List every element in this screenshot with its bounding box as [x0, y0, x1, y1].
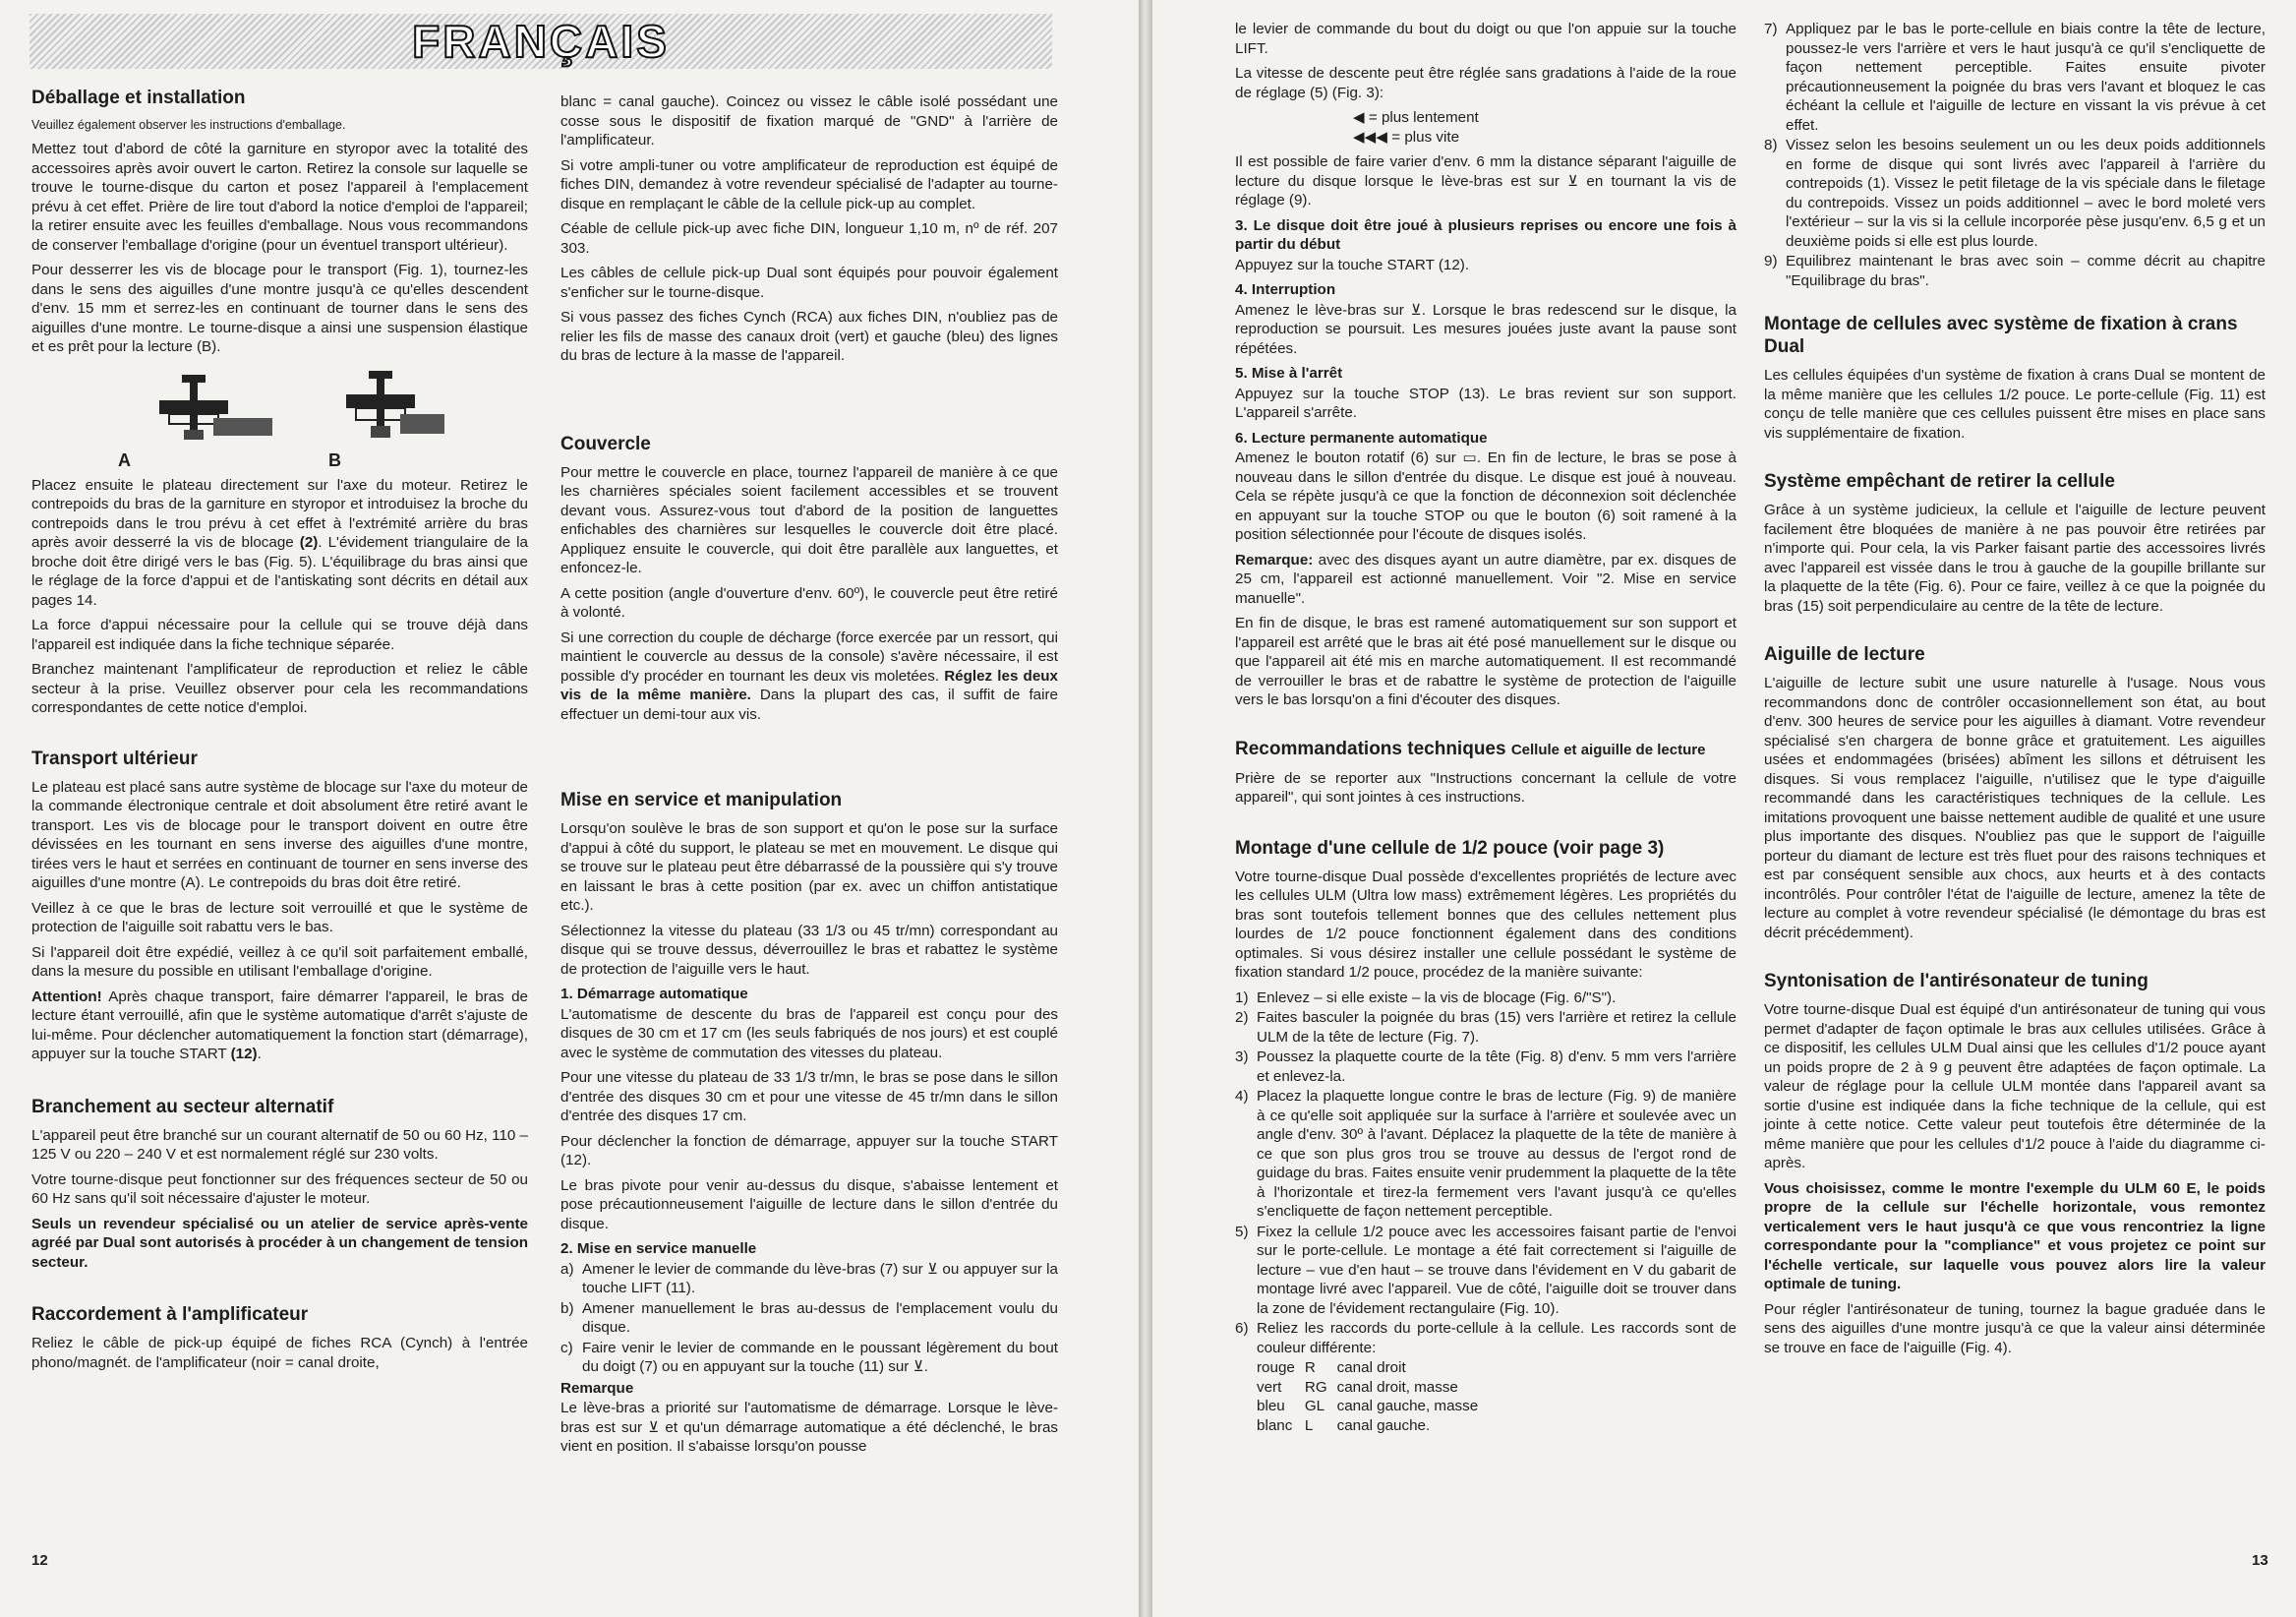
paragraph: Votre tourne-disque Dual possède d'excellentes propriétés de lecture avec les cellules ULM (Ultra low mass) extrêmement légères. Les propriétés du bras sont toutefois tellement bonnes que des cellules nettement plus lourdes de 1/2 pouce fonctionnent également dans des conditions optimales. Si vous désirez installer une cellule possédant le système de fixation standard 1/2 pouce, procédez de la manière suivante:	[1235, 868, 1737, 981]
paragraph: Placez ensuite le plateau directement sur l'axe du moteur. Retirez le contrepoids du bras de la garniture en styropor et introduisez la broche du contrepoids dans le trou prévu à cet effet à l'extrémité arrière du bras après avoir desserré la vis de blocage (2). L'évidement triangulaire de la broche doit être dirigé vers le bas (Fig. 5). L'équilibrage du bras ainsi que le réglage de la force d'appui et de l'antiskating sont décrits en détail aux pages 14.	[31, 476, 528, 609]
subheading: 6. Lecture permanente automatique	[1235, 429, 1488, 447]
page-number-right: 13	[2252, 1552, 2268, 1569]
heading-deballage: Déballage et installation	[31, 88, 246, 108]
heading-raccordement: Raccordement à l'amplificateur	[31, 1304, 309, 1325]
column-3	[1235, 20, 1737, 1435]
paragraph: Remarque: avec des disques ayant un autre diamètre, par ex. disques de 25 cm, l'appareil est actionné manuellement. Voir "2. Mise en service manuelle".	[1235, 551, 1737, 607]
paragraph: La force d'appui nécessaire pour la cellule qui se trouve déjà dans l'appareil est indiquée dans la fiche technique séparée.	[31, 617, 528, 653]
wire-code: GL	[1304, 1398, 1325, 1414]
list-item: c) Faire venir le levier de commande en le poussant légèrement du bout du doigt (7) ou en appuyant sur la touche (11) sur ⊻.	[560, 1339, 1058, 1375]
paragraph: Sélectionnez la vitesse du plateau (33 1/3 ou 45 tr/mn) correspondant au disque qui se trouve dessus, déverrouillez le bras et rabattez le système de protection de l'aiguille vers le haut.	[560, 922, 1058, 978]
paragraph: Si vous passez des fiches Cynch (RCA) aux fiches DIN, n'oubliez pas de relier les fils de masse des canaux droit (vert) et gauche (bleu) des lignes du bras de lecture à la masse de l'appareil.	[560, 309, 1058, 364]
paragraph: Le bras pivote pour venir au-dessus du disque, s'abaisse lentement et pose précautionneusement l'aiguille de lecture dans le sillon d'entrée du disque.	[560, 1176, 1058, 1232]
speed-slow: ◀ = plus lentement	[1353, 109, 1479, 126]
column-2	[560, 92, 1058, 1463]
right-page	[1152, 0, 2296, 1617]
heading-mise-en-service: Mise en service et manipulation	[560, 790, 843, 810]
column-1	[31, 87, 528, 1378]
heading-systeme-anti-vol: Système empêchant de retirer la cellule	[1764, 471, 2115, 492]
paragraph: Lorsqu'on soulève le bras de son support et qu'on le pose sur la surface d'appui à côté du support, le plateau se met en mouvement. Le disque qui se trouve sur le plateau peut être débarrassé de la poussière qui s'y trouve en laissant le bras à cette position (par ex. avec un chiffon antistatique etc.).	[560, 820, 1058, 914]
subheading: 2. Mise en service manuelle	[560, 1240, 757, 1257]
wire-color: rouge	[1257, 1359, 1295, 1376]
list-item: 1) Enlevez – si elle existe – la vis de blocage (Fig. 6/"S").	[1235, 988, 1617, 1006]
figure-transport-screws	[31, 363, 528, 476]
paragraph: Céable de cellule pick-up avec fiche DIN, longueur 1,10 m, nº de réf. 207 303.	[560, 220, 1058, 257]
paragraph: blanc = canal gauche). Coincez ou vissez le câble isolé possédant une cosse sous le dispositif de fixation marqué de "GND" à l'arrière de l'amplificateur.	[560, 93, 1058, 149]
paragraph: Les cellules équipées d'un système de fixation à crans Dual se montent de la même manière que les cellules 1/2 pouce. Le porte-cellule (Fig. 11) est conçu de telle manière que ces cellules puissent être mises en place sans vis supplémentaire de fixation.	[1764, 367, 2266, 442]
paragraph: Prière de se reporter aux "Instructions concernant la cellule de votre appareil", qui sont jointes à ces instructions.	[1235, 769, 1737, 806]
paragraph: L'appareil peut être branché sur un courant alternatif de 50 ou 60 Hz, 110 – 125 V ou 220 – 240 V et est normalement réglé sur 230 volts.	[31, 1126, 528, 1163]
heading-branchement: Branchement au secteur alternatif	[31, 1096, 334, 1117]
paragraph: Attention! Après chaque transport, faire démarrer l'appareil, le bras de lecture étant verrouillé, afin que le système automatique d'arrêt s'ajuste de lui-même. Pour déclencher automatiquement la fonction start (démarrage), appuyer sur la touche START (12).	[31, 988, 528, 1062]
paragraph: L'automatisme de descente du bras de l'appareil est conçu pour des disques de 30 cm et 17 cm (les seuls fabriqués de nos jours) et est couplé avec le système de commutation des vitesses du plateau.	[560, 1005, 1058, 1061]
paragraph: le levier de commande du bout du doigt ou que l'on appuie sur la touche LIFT.	[1235, 21, 1737, 57]
wire-row	[1257, 1378, 1488, 1398]
subheading: 3. Le disque doit être joué à plusieurs reprises ou encore une fois à partir du début	[1235, 216, 1737, 253]
paragraph: Pour desserrer les vis de blocage pour le transport (Fig. 1), tournez-les dans le sens des aiguilles d'une montre jusqu'à ce qu'elles descendent d'env. 15 mm et serrez-les en continuant de tourner dans le sens des aiguilles d'une montre. Le tourne-disque a ainsi une suspension élastique et es prêt pour la lecture (B).	[31, 262, 528, 355]
list-item: b) Amener manuellement le bras au-dessus de l'emplacement voulu du disque.	[560, 1299, 1058, 1336]
packing-note: Veuillez également observer les instructions d'emballage.	[31, 118, 346, 132]
paragraph: Votre tourne-disque Dual est équipé d'un antirésonateur de tuning qui vous permet d'adapter de façon optimale le bras aux cellules utilisées. Grâce à ce dispositif, les cellules ULM Dual ainsi que les cellules d'1/2 pouce ayant un poids propre de 2 à 9 g peuvent être adaptées de façon optimale. La valeur de réglage pour la cellule ULM montée dans l'appareil avant sa sortie d'usine est indiquée dans la fiche technique de la cellule, qui est jointe à cette notice. Cette valeur peut toutefois être déterminée de la même manière que pour les cellules d'1/2 pouce à l'aide du diagramme ci-après.	[1764, 1001, 2266, 1171]
subheading: 4. Interruption	[1235, 281, 1336, 298]
subheading: Remarque	[560, 1379, 634, 1397]
heading-transport: Transport ultérieur	[31, 748, 198, 769]
paragraph: Appuyez sur la touche STOP (13). Le bras revient sur son support. L'appareil s'arrête.	[1235, 385, 1737, 421]
language-banner	[29, 14, 1052, 69]
wire-code: L	[1304, 1416, 1314, 1434]
heading-montage-crans: Montage de cellules avec système de fixation à crans Dual	[1764, 314, 2238, 357]
left-page	[0, 0, 1139, 1617]
list-item: 2) Faites basculer la poignée du bras (15) vers l'arrière et retirez la cellule ULM de la tête de lecture (Fig. 7).	[1235, 1009, 1737, 1046]
paragraph: Amenez le lève-bras sur ⊻. Lorsque le bras redescend sur le disque, la reproduction se poursuit. Les mesures jouées juste avant la pause sont répétées.	[1235, 301, 1737, 357]
paragraph: Veillez à ce que le bras de lecture soit verrouillé et que le système de protection de l'aiguille soit rabattu vers le bas.	[31, 899, 528, 935]
paragraph: Les câbles de cellule pick-up Dual sont équipés pour pouvoir également s'enficher sur le tourne-disque.	[560, 265, 1058, 301]
wire-desc: canal droit, masse	[1336, 1378, 1458, 1396]
paragraph: Il est possible de faire varier d'env. 6 mm la distance séparant l'aiguille de lecture du disque lorsque le lève-bras est sur ⊻ en tournant la vis de réglage (9).	[1235, 153, 1737, 209]
paragraph: Le lève-bras a priorité sur l'automatisme de démarrage. Lorsque le lève-bras est sur ⊻ et qu'un démarrage automatique a été déclenché, le bras vient en position. Il s'abaisse lorsqu'on pousse	[560, 1400, 1058, 1455]
list-item: 8) Vissez selon les besoins seulement un ou les deux poids additionnels en forme de disque qui sont livrés avec l'appareil à l'arrière du contrepoids (1). Vissez le petit filetage de la vis spéciale dans le filetage du contrepoids. Vissez un poids additionnel – avec le bord moleté vers l'extérieur – sur la vis si la cellule incorporée pèse jusqu'env. 6,5 g et un deuxième poids si elle est plus lourde.	[1764, 137, 2266, 250]
list-item: 4) Placez la plaquette longue contre le bras de lecture (Fig. 9) de manière à ce qu'elle soit appliquée sur la surface à l'arrière et soulevée avec un angle d'env. 30º à l'avant. Déplacez la plaquette de la tête de manière à ce que son plus gros trou se trouve au dessus de l'ergot rond de guidage du bras. Faites ensuite venir prudemment la plaquette de la tête à l'horizontale et tirez-la fermement vers l'avant jusqu'à ce qu'elles s'encliquette de façon nettement perceptible.	[1235, 1088, 1737, 1220]
subheading: 1. Démarrage automatique	[560, 986, 748, 1002]
paragraph: Le plateau est placé sans autre système de blocage sur l'axe du moteur de la commande électronique centrale et doit absolument être retiré avant le transport. Les vis de blocage pour le transport doivent en outre être dévissées en les tournant en sens inverse des aiguilles d'une montre, tirées vers le haut et serrées en continuant de tourner en sens inverse des aiguilles d'une montre (A). Le contrepoids du bras doit être retiré.	[31, 778, 528, 891]
book-spine	[1139, 0, 1152, 1617]
wire-row	[1257, 1397, 1488, 1416]
paragraph: Grâce à un système judicieux, la cellule et l'aiguille de lecture peuvent facilement être bloquées de manière à ne pas pouvoir être retirées par n'importe qui. Pour cela, la vis Parker faisant partie des accessoires livrés avec l'appareil est vissée dans le trou à gauche de la goupille brillante sur la plaquette de la tête (Fig. 6). Pour ce faire, veillez à ce que la poignée du bras (15) soit perpendiculaire au centre de la tête de lecture.	[1764, 502, 2266, 615]
mounting-steps-cont	[1764, 20, 2266, 290]
wire-code: RG	[1304, 1378, 1327, 1396]
paragraph: Reliez le câble de pick-up équipé de fiches RCA (Cynch) à l'entrée phono/magnét. de l'amplificateur (noir = canal droite,	[31, 1335, 528, 1371]
list-item: 6) Reliez les raccords du porte-cellule à la cellule. Les raccords sont de couleur différente:	[1235, 1320, 1737, 1356]
figure-label-b: B	[328, 449, 341, 470]
heading-recommandations: Recommandations techniques Cellule et aiguille de lecture	[1235, 738, 1706, 759]
paragraph: Pour une vitesse du plateau de 33 1/3 tr/mn, le bras se pose dans le sillon d'entrée des disques 30 cm et pour une vitesse de 45 tr/mn dans le sillon d'entrée des disques 17 cm.	[560, 1069, 1058, 1124]
paragraph: Seuls un revendeur spécialisé ou un atelier de service après-vente agréé par Dual sont autorisés à procéder à un changement de tension secteur.	[31, 1215, 528, 1271]
wire-desc: canal gauche.	[1336, 1416, 1431, 1434]
paragraph: Appuyez sur la touche START (12).	[1235, 256, 1470, 273]
paragraph: Si l'appareil doit être expédié, veillez à ce qu'il soit parfaitement emballé, dans la mesure du possible en utilisant l'emballage d'origine.	[31, 943, 528, 980]
list-item: 3) Poussez la plaquette courte de la tête (Fig. 8) d'env. 5 mm vers l'arrière et enlevez-la.	[1235, 1048, 1737, 1085]
paragraph: Si votre ampli-tuner ou votre amplificateur de reproduction est équipé de fiches DIN, demandez à votre revendeur spécialisé de l'adapter au tourne-disque en remplaçant le câble de la cellule pick-up au complet.	[560, 156, 1058, 212]
paragraph: Mettez tout d'abord de côté la garniture en styropor avec la totalité des accessoires après avoir ouvert le carton. Retirez la console sur laquelle se trouve le tourne-disque du carton et posez l'appareil à l'emplacement prévu à cet effet. Prière de lire tout d'abord la notice d'emploi de l'appareil; la retirer ensuite avec les feuilles d'emballage. Nous vous recommandons de conserver l'emballage d'origine (pour un éventuel transport ultérieur).	[31, 141, 528, 254]
paragraph: Branchez maintenant l'amplificateur de reproduction et reliez le câble secteur à la prise. Veuillez observer pour cela les recommandations correspondantes de cette notice d'emploi.	[31, 661, 528, 716]
paragraph: Si une correction du couple de décharge (force exercée par un ressort, qui maintient le couvercle au dessus de la console) s'avère nécessaire, il est possible d'y procéder en tournant les deux vis moletées. Réglez les deux vis de la même manière. Dans la plupart des cas, il suffit de faire effectuer un demi-tour aux vis.	[560, 629, 1058, 723]
wire-color: bleu	[1257, 1398, 1285, 1414]
subheading: 5. Mise à l'arrêt	[1235, 365, 1343, 382]
list-item: 7) Appliquez par le bas le porte-cellule en biais contre la tête de lecture, poussez-le vers l'arrière et vers le haut jusqu'à ce qu'il s'encliquette de façon nettement perceptible. Faites ensuite pivoter précautionneusement la poignée du bras vers l'avant et bloquez le cas échéant la cellule et l'aiguille de lecture en vissant la vis prévue à cet effet.	[1764, 21, 2266, 134]
transport-screw-diagram	[125, 371, 449, 469]
heading-couvercle: Couvercle	[560, 433, 651, 454]
wire-desc: canal gauche, masse	[1336, 1398, 1479, 1414]
paragraph: A cette position (angle d'ouverture d'env. 60º), le couvercle peut être retiré à volonté.	[560, 584, 1058, 621]
paragraph: En fin de disque, le bras est ramené automatiquement sur son support et l'appareil est arrêté que le bras ait été posé manuellement sur le disque ou que l'appareil ait été mis en marche automatiquement. Il est recommandé de verrouiller le bras et de rabattre le système de protection de l'aiguille vers le bas lorsqu'on a fini d'écouter des disques.	[1235, 615, 1737, 708]
paragraph: Pour régler l'antirésonateur de tuning, tournez la bague graduée dans le sens des aiguilles d'une montre jusqu'à ce que la valeur ainsi déterminée se trouve en face de l'aiguille (Fig. 4).	[1764, 1300, 2266, 1356]
heading-montage-half-inch: Montage d'une cellule de 1/2 pouce (voir page 3)	[1235, 837, 1665, 859]
paragraph: Amenez le bouton rotatif (6) sur ▭. En fin de lecture, le bras se pose à nouveau dans le sillon d'entrée du disque. Le disque est joué à nouveau. Cela se répète jusqu'à ce que la fonction de déconnexion soit déclenchée en appuyant sur la touche STOP ou que le bouton (6) soit ramené à la position sélectionnée pour l'écoute de disques isolés.	[1235, 449, 1737, 543]
wire-desc: canal droit	[1336, 1359, 1406, 1376]
list-item: a) Amener le levier de commande du lève-bras (7) sur ⊻ ou appuyer sur la touche LIFT (11).	[560, 1260, 1058, 1296]
list-item: 9) Equilibrez maintenant le bras avec soin – comme décrit au chapitre "Equilibrage du bras".	[1764, 253, 2266, 289]
paragraph: Votre tourne-disque peut fonctionner sur des fréquences secteur de 50 ou 60 Hz sans qu'il soit nécessaire d'ajuster le moteur.	[31, 1170, 528, 1207]
paragraph: Pour déclencher la fonction de démarrage, appuyer sur la touche START (12).	[560, 1132, 1058, 1168]
wire-color-table	[1257, 1358, 1488, 1435]
wire-color: blanc	[1257, 1416, 1293, 1434]
wire-color: vert	[1257, 1378, 1282, 1396]
figure-label-a: A	[118, 449, 131, 470]
page-number-left: 12	[31, 1552, 48, 1569]
paragraph: La vitesse de descente peut être réglée sans gradations à l'aide de la roue de réglage (5) (Fig. 3):	[1235, 65, 1737, 101]
paragraph: Vous choisissez, comme le montre l'exemple du ULM 60 E, le poids propre de la cellule sur l'échelle horizontale, vous remontez verticalement vers le haut jusqu'à ce que vous rencontriez la ligne correspondante pour la "compliance" et vous projetez ce point sur l'échelle verticale, sur laquelle vous pouvez alors lire la valeur optimale de tuning.	[1764, 1179, 2266, 1292]
speed-fast: ◀◀◀ = plus vite	[1353, 128, 1460, 146]
wire-row	[1257, 1416, 1488, 1436]
mounting-steps	[1235, 988, 1737, 1358]
manual-steps	[560, 1260, 1058, 1377]
banner-title: FRANÇAIS	[412, 16, 670, 67]
column-4	[1764, 20, 2266, 1363]
heading-aiguille: Aiguille de lecture	[1764, 644, 1925, 665]
wire-code: R	[1304, 1359, 1316, 1376]
list-item: 5) Fixez la cellule 1/2 pouce avec les accessoires faisant partie de l'envoi sur le porte-cellule. Le montage a été fait correctement si l'aiguille de lecture – vue d'en haut – se trouve dans l'évidement en V du gabarit de montage livré avec l'appareil. Vue de côté, l'aiguille doit se trouver dans la zone de l'évidement rectangulaire (Fig. 10).	[1235, 1223, 1737, 1317]
paragraph: L'aiguille de lecture subit une usure naturelle à l'usage. Nous vous recommandons donc de contrôler occasionnellement son état, au bout d'env. 300 heures de service pour les aiguilles à diamant. Votre revendeur spécialisé s'en chargera de bonne grâce et gratuitement. Les aiguilles usées et endommagées (brisées) abîment les sillons et détruisent les disques. Si vous remplacez l'aiguille, n'utilisez que le type d'aiguille recommandé dans les caractéristiques techniques de la cellule. Les imitations provoquent une baisse nettement audible de qualité et une usure plus importante des disques. N'oubliez pas que le support de l'aiguille porteur du diamant de lecture est très fluet pour des raisons techniques et est par conséquent sensible aux chocs, aux heurts et à des contacts incontrôlés. Pour contrôler l'état de l'aiguille de lecture, amenez la tête de lecture au complet à votre revendeur spécialisé (le démontage du bras est décrit précédemment).	[1764, 675, 2266, 941]
wire-row	[1257, 1358, 1488, 1378]
heading-syntonisation: Syntonisation de l'antirésonateur de tuning	[1764, 971, 2149, 991]
paragraph: Pour mettre le couvercle en place, tournez l'appareil de manière à ce que les charnières spéciales soient facilement accessibles et se trouvent devant vous. Assurez-vous tout d'abord de la position de languettes enfichables des charnières sur lesquelles le couvercle doit être placé. Appliquez ensuite le couvercle, qui doit être parallèle aux languettes, et enfoncez-le.	[560, 463, 1058, 576]
